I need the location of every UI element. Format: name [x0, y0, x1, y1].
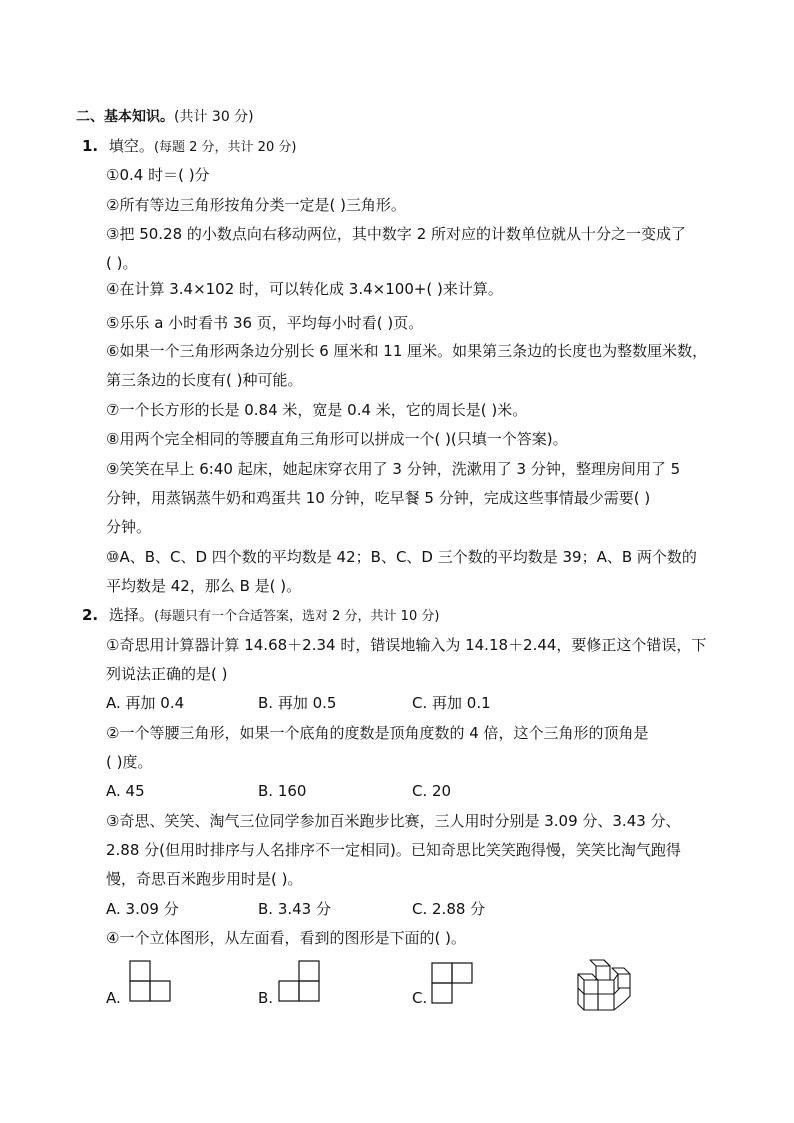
fill-item-9: ⑨笑笑在早上 6:40 起床，她起床穿衣用了 3 分钟，洗漱用了 3 分钟，整理房间用了 5	[106, 460, 681, 478]
choice-2-option-c[interactable]: C. 20	[412, 782, 452, 800]
fill-item-6: ⑥如果一个三角形两条边分别长 6 厘米和 11 厘米。如果第三条边的长度也为整数厘米数，	[106, 342, 708, 360]
section-heading	[76, 107, 254, 127]
question-number: 2.	[82, 606, 99, 624]
question-1-heading	[82, 136, 296, 158]
choice-2-option-a[interactable]: A. 45	[106, 782, 145, 800]
choice-item-2: ②一个等腰三角形，如果一个底角的度数是顶角度数的 4 倍，这个三角形的顶角是	[106, 724, 649, 742]
fill-item-1: ①0.4 时＝( )分	[106, 166, 210, 184]
choice-2-option-b[interactable]: B. 160	[258, 782, 307, 800]
question-scoring: (每题 2 分，共计 20 分)	[153, 140, 297, 155]
choice-item-1: ①奇思用计算器计算 14.68＋2.34 时，错误地输入为 14.18＋2.44，要修正这个错误，下	[106, 636, 707, 654]
choice-item-1-cont: 列说法正确的是( )	[106, 665, 228, 683]
question-title: 选择。	[108, 606, 154, 624]
choice-item-2-cont: ( )度。	[106, 753, 153, 771]
question-2-heading	[82, 605, 439, 627]
figure-c	[431, 962, 475, 1004]
fill-item-9-cont: 分钟，用蒸锅蒸牛奶和鸡蛋共 10 分钟，吃早餐 5 分钟，完成这些事情最少需要( )	[106, 489, 651, 507]
fill-item-10-cont: 平均数是 42，那么 B 是( )。	[106, 577, 302, 595]
fill-item-3: ③把 50.28 的小数点向右移动两位，其中数字 2 所对应的计数单位就从十分之一变成了	[106, 225, 687, 243]
figure-b	[276, 960, 322, 1002]
choice-item-3-cont: 2.88 分(但用时排序与人名排序不一定相同)。已知奇思比笑笑跑得慢，笑笑比淘气跑得	[106, 841, 681, 859]
fill-item-6-cont: 第三条边的长度有( )种可能。	[106, 371, 303, 389]
figure-a	[129, 960, 173, 1002]
choice-3-option-a[interactable]: A. 3.09 分	[106, 900, 179, 918]
choice-4-option-b[interactable]: B.	[258, 989, 274, 1007]
question-scoring: (每题只有一个合适答案，选对 2 分，共计 10 分)	[153, 609, 440, 624]
choice-1-option-c[interactable]: C. 再加 0.1	[412, 694, 491, 712]
fill-item-9-end: 分钟。	[106, 518, 152, 536]
choice-4-option-a[interactable]: A.	[106, 989, 121, 1007]
fill-item-10: ⑩A、B、C、D 四个数的平均数是 42；B、C、D 三个数的平均数是 39；A、B 两个数的	[106, 548, 697, 566]
choice-item-3-end: 慢，奇思百米跑步用时是( )。	[106, 870, 303, 888]
choice-item-4: ④一个立体图形，从左面看，看到的图形是下面的( )。	[106, 929, 466, 947]
solid-figure	[576, 956, 636, 1016]
fill-item-2: ②所有等边三角形按角分类一定是( )三角形。	[106, 196, 406, 214]
choice-3-option-b[interactable]: B. 3.43 分	[258, 900, 331, 918]
question-title: 填空。	[108, 137, 154, 155]
fill-item-8: ⑧用两个完全相同的等腰直角三角形可以拼成一个( )(只填一个答案)。	[106, 430, 568, 448]
fill-item-5: ⑤乐乐 a 小时看书 36 页，平均每小时看( )页。	[106, 314, 424, 332]
choice-3-option-c[interactable]: C. 2.88 分	[412, 900, 486, 918]
section-title: 二、基本知识。	[76, 109, 174, 125]
fill-item-7: ⑦一个长方形的长是 0.84 米，宽是 0.4 米，它的周长是( )米。	[106, 401, 528, 419]
choice-1-option-a[interactable]: A. 再加 0.4	[106, 694, 185, 712]
question-number: 1.	[82, 137, 99, 155]
choice-1-option-b[interactable]: B. 再加 0.5	[258, 694, 337, 712]
fill-item-4: ④在计算 3.4×102 时，可以转化成 3.4×100+( )来计算。	[106, 280, 503, 298]
section-points: (共计 30 分)	[174, 109, 254, 125]
fill-item-3-cont: ( )。	[106, 254, 138, 272]
choice-4-option-c[interactable]: C.	[412, 989, 428, 1007]
choice-item-3: ③奇思、笑笑、淘气三位同学参加百米跑步比赛，三人用时分别是 3.09 分、3.43 分、	[106, 812, 681, 830]
